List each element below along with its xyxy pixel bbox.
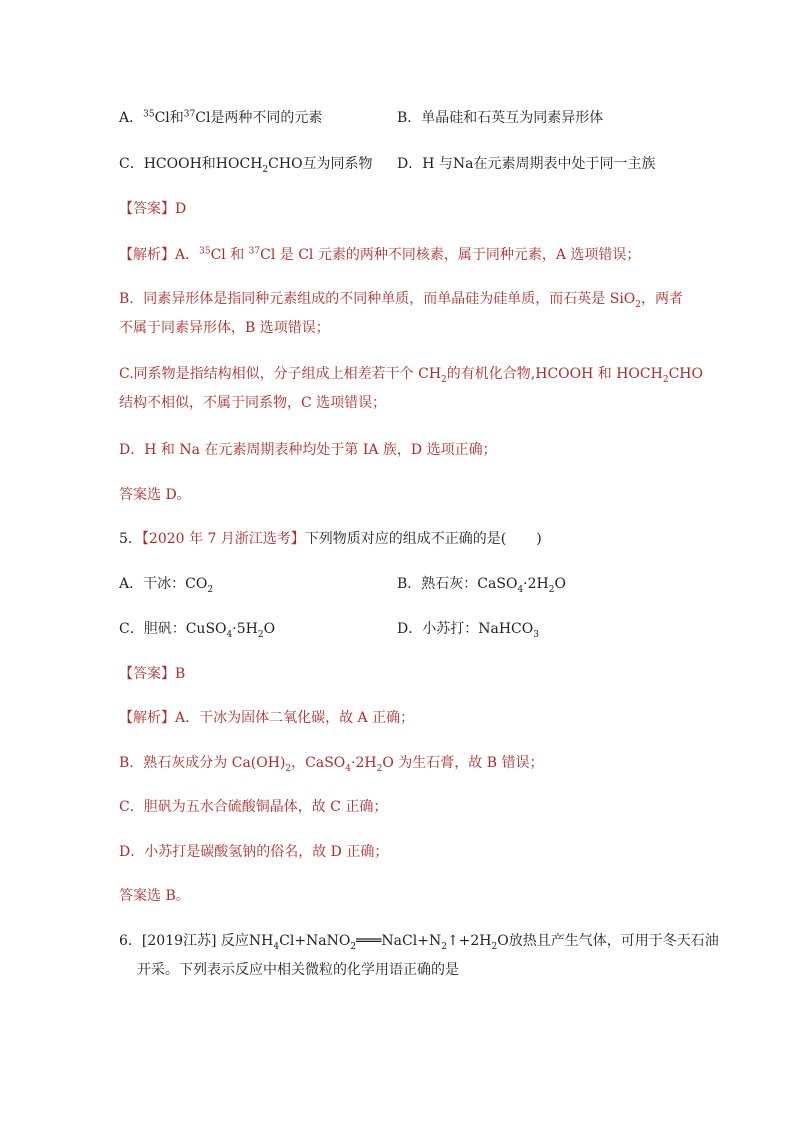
q4-option-d: D．H 与Na在元素周期表中处于同一主族 bbox=[397, 156, 656, 172]
q4-analysis-b1: B．同素异形体是指同种元素组成的不同种单质，而单晶硅为硅单质，而石英是 SiO$_2$，两者 bbox=[119, 291, 684, 310]
reaction-equals-sign: ═══ bbox=[356, 933, 382, 949]
q6-stem-line1: 6．[2019江苏] 反应$NH_4Cl+NaNO_2═══NaCl+N_2↑+2H_2O$放热且产生气体，可用于冬天石油 bbox=[119, 933, 719, 952]
q4-option-b: B．单晶硅和石英互为同素异形体 bbox=[397, 110, 604, 126]
q5-option-b: B．熟石灰：$CaSO_4\cdot 2H_2O$ bbox=[397, 576, 566, 595]
q6-stem-line2: 开采。下列表示反应中相关微粒的化学用语正确的是 bbox=[137, 962, 459, 978]
q4-analysis-d: D．H 和 Na 在元素周期表种均处于第 IA 族，D 选项正确； bbox=[119, 442, 497, 458]
q4-option-c: C．HCOOH和$HOCH_2CHO$互为同系物 bbox=[119, 156, 373, 175]
q5-analysis-b: B．熟石灰成分为 $Ca(OH)_2$，$CaSO_4\cdot 2H_2O$ 为生石膏，故 B 错误； bbox=[119, 755, 544, 774]
q5-analysis-c: C．胆矾为五水合硫酸铜晶体，故 C 正确； bbox=[119, 799, 388, 815]
q4-option-a: A．$^{35}$Cl和$^{37}$Cl是两种不同的元素 bbox=[119, 109, 323, 126]
q5-option-c: C．胆矾：$CuSO_4\cdot 5H_2O$ bbox=[119, 621, 276, 640]
q5-option-d: D．小苏打：NaHCO$_3$ bbox=[397, 621, 539, 640]
q5-analysis-d: D．小苏打是碳酸氢钠的俗名，故 D 正确； bbox=[119, 844, 389, 860]
q5-option-a: A．干冰：$CO_2$ bbox=[119, 576, 214, 595]
q5-analysis-a: 【解析】A．干冰为固体二氧化碳，故 A 正确； bbox=[119, 710, 415, 726]
q5-conclusion: 答案选 B。 bbox=[119, 888, 190, 904]
q4-analysis-c1: C.同系物是指结构相似，分子组成上相差若干个 $CH_2$的有机化合物,HCOOH 和 $HOCH_2CHO$ bbox=[119, 366, 703, 385]
q4-analysis-c2: 结构不相似，不属于同系物，C 选项错误； bbox=[119, 395, 387, 411]
q5-answer: 【答案】B bbox=[119, 666, 186, 682]
q5-stem: 5．【2020 年 7 月浙江选考】下列物质对应的组成不正确的是( ) bbox=[119, 531, 542, 547]
q4-analysis-b2: 不属于同素异形体，B 选项错误； bbox=[119, 320, 330, 336]
q4-answer: 【答案】D bbox=[119, 201, 187, 217]
q4-analysis-a: 【解析】A．$^{35}$Cl 和 $^{37}$Cl 是 Cl 元素的两种不同核素，属于同种元素，A 选项错误； bbox=[119, 246, 641, 263]
q4-conclusion: 答案选 D。 bbox=[119, 487, 191, 503]
